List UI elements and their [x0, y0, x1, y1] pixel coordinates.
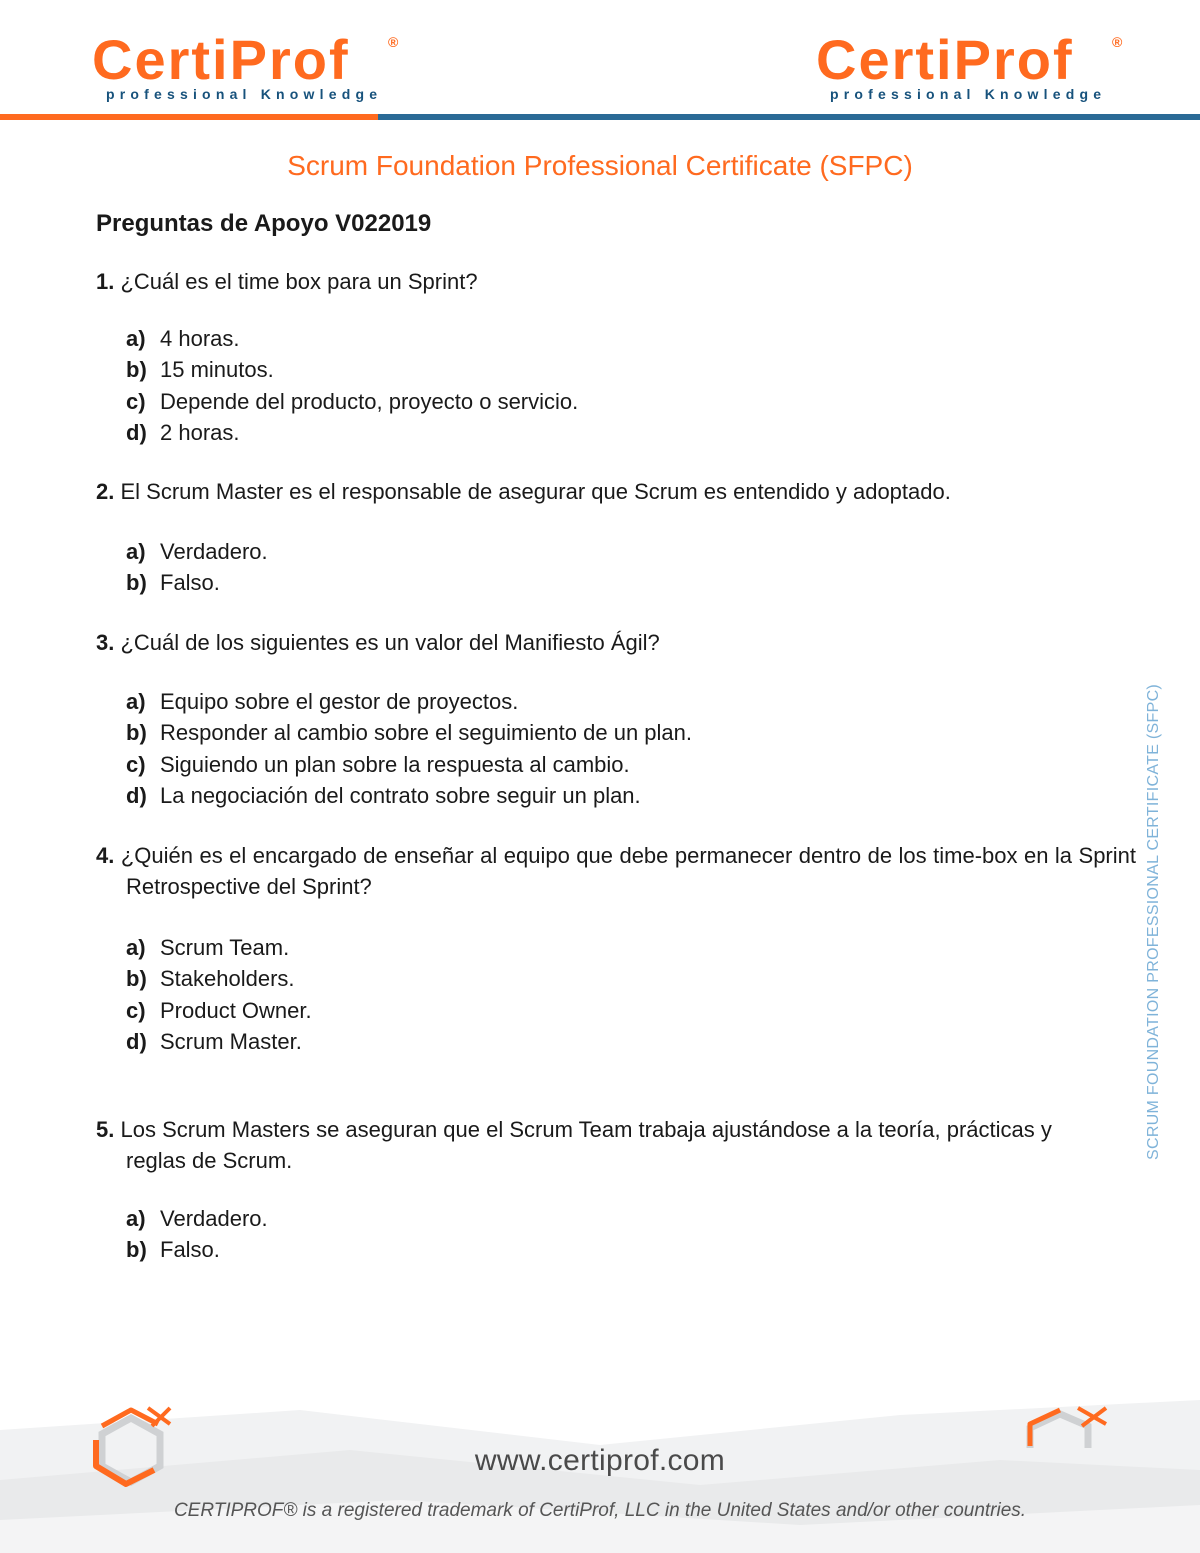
question-text: El Scrum Master es el responsable de asegurar que Scrum es entendido y adoptado. [120, 479, 951, 504]
question-number: 5. [96, 1117, 115, 1142]
question-number: 1. [96, 269, 115, 294]
option-b: b) Stakeholders. [126, 966, 295, 992]
document-subtitle: Preguntas de Apoyo V022019 [96, 210, 432, 237]
question-2-options [126, 536, 1126, 599]
logo-tagline: professional Knowledge [830, 86, 1107, 102]
question-text: Los Scrum Masters se aseguran que el Scrum Team trabaja ajustándose a la teoría, prácticas y reglas de Scrum. [120, 1117, 1052, 1173]
option-d: d) La negociación del contrato sobre seguir un plan. [126, 782, 641, 808]
option-a: a) Verdadero. [126, 539, 268, 564]
question-3 [96, 627, 1136, 658]
question-text: ¿Quién es el encargado de enseñar al equipo que debe permanecer dentro de los time-box en la Sprint Retrospective del Sprint? [120, 843, 1136, 899]
logo-registered-mark: ® [1112, 34, 1123, 50]
option-b: b) Responder al cambio sobre el seguimiento de un plan. [126, 720, 692, 746]
option-d: d) 2 horas. [126, 419, 240, 445]
question-5 [96, 1114, 1096, 1176]
question-1-options [126, 323, 1126, 448]
logo-wordmark: CertiProf [816, 28, 1074, 91]
option-a: a) Scrum Team. [126, 935, 290, 960]
option-a: a) Equipo sobre el gestor de proyectos. [126, 689, 519, 714]
question-text: ¿Cuál de los siguientes es un valor del Manifiesto Ágil? [120, 630, 660, 655]
question-text: ¿Cuál es el time box para un Sprint? [120, 269, 478, 294]
option-b: b) 15 minutos. [126, 357, 274, 383]
option-b: b) Falso. [126, 570, 220, 596]
logo-tagline: professional Knowledge [106, 86, 383, 102]
question-number: 2. [96, 479, 115, 504]
logo-registered-mark: ® [388, 34, 399, 50]
question-2 [96, 476, 1136, 507]
certiprof-logo-left [92, 30, 412, 110]
question-4 [96, 840, 1136, 902]
question-1 [96, 266, 1136, 297]
question-number: 4. [96, 843, 115, 868]
option-a: a) Verdadero. [126, 1206, 268, 1231]
footer-url: www.certiprof.com [474, 1444, 726, 1477]
option-c: c) Siguiendo un plan sobre la respuesta al cambio. [126, 751, 630, 777]
question-3-options [126, 686, 1126, 811]
question-5-options [126, 1203, 1126, 1266]
question-number: 3. [96, 630, 115, 655]
option-a: a) 4 horas. [126, 326, 240, 351]
option-d: d) Scrum Master. [126, 1028, 302, 1054]
logo-wordmark: CertiProf [92, 28, 350, 91]
certiprof-logo-right [816, 30, 1136, 110]
option-c: c) Depende del producto, proyecto o servicio. [126, 388, 579, 414]
document-title: Scrum Foundation Professional Certificate (SFPC) [287, 150, 913, 181]
question-4-options [126, 932, 1126, 1057]
option-c: c) Product Owner. [126, 997, 312, 1023]
header-divider [0, 114, 1200, 120]
header-divider-orange [0, 114, 378, 120]
header-divider-blue [378, 114, 1200, 120]
option-b: b) Falso. [126, 1237, 220, 1263]
side-vertical-title: SCRUM FOUNDATION PROFESSIONAL CERTIFICATE (SFPC) [1145, 683, 1162, 1160]
footer-trademark: CERTIPROF® is a registered trademark of CertiProf, LLC in the United States and/or other countries. [173, 1500, 1027, 1521]
